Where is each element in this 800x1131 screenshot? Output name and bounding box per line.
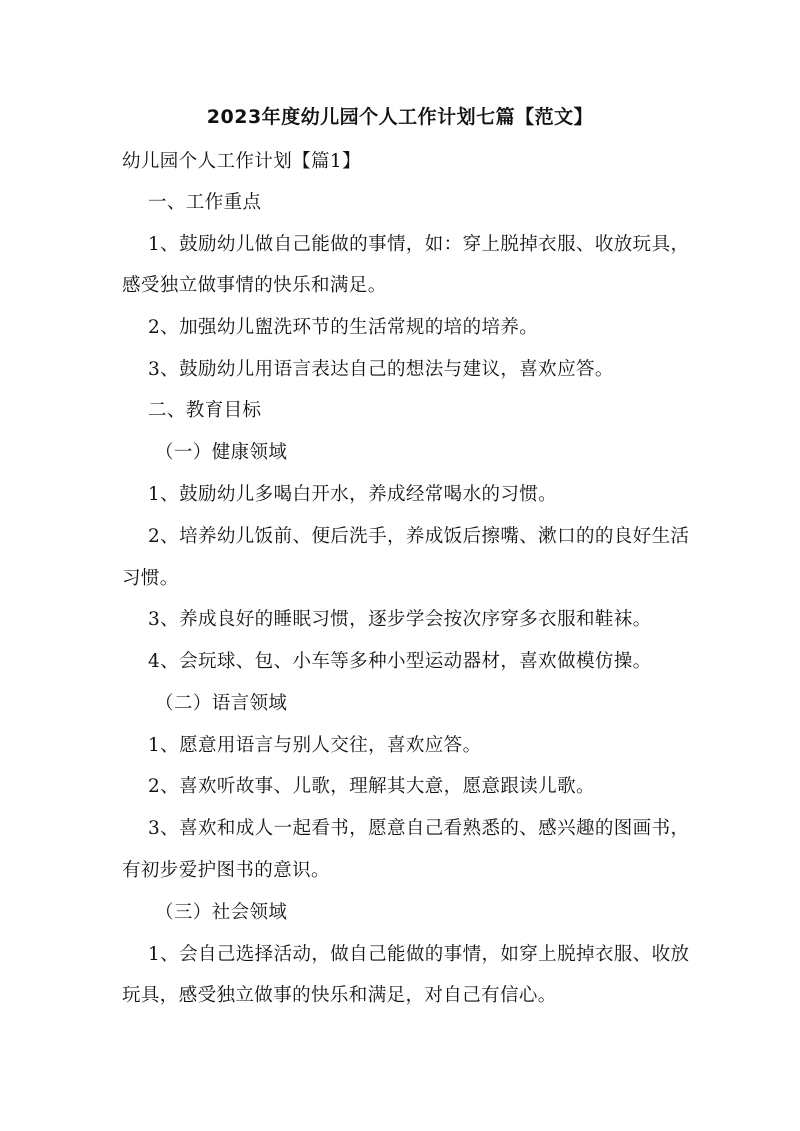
section-heading: 幼儿园个人工作计划【篇1】 [122,151,361,172]
paragraph-line: 4、会玩球、包、小车等多种小型运动器材，喜欢做模仿操。 [148,651,652,672]
paragraph-line: 3、鼓励幼儿用语言表达自己的想法与建议，喜欢应答。 [148,359,614,380]
subsection-heading: 一、工作重点 [148,192,262,213]
paragraph-line: 1、鼓励幼儿做自己能做的事情，如：穿上脱掉衣服、收放玩具， [148,234,690,255]
paragraph-line: 感受独立做事情的快乐和满足。 [122,275,387,296]
domain-heading: （一）健康领域 [155,442,288,463]
paragraph-line: 1、会自己选择活动，做自己能做的事情，如穿上脱掉衣服、收放 [148,944,690,965]
paragraph-line: 3、喜欢和成人一起看书，愿意自己看熟悉的、感兴趣的图画书， [148,818,690,839]
paragraph-line: 有初步爱护图书的意识。 [122,860,330,881]
domain-heading: （三）社会领域 [155,902,288,923]
document-title: 2023年度幼儿园个人工作计划七篇【范文】 [206,106,594,128]
paragraph-line: 2、加强幼儿盥洗环节的生活常规的培的培养。 [148,317,539,338]
paragraph-line: 玩具，感受独立做事的快乐和满足，对自己有信心。 [122,985,557,1006]
paragraph-line: 2、培养幼儿饭前、便后洗手，养成饭后擦嘴、漱口的的良好生活 [148,526,690,547]
paragraph-line: 1、愿意用语言与别人交往，喜欢应答。 [148,735,482,756]
paragraph-line: 3、养成良好的睡眠习惯，逐步学会按次序穿多衣服和鞋袜。 [148,609,652,630]
paragraph-line: 1、鼓励幼儿多喝白开水，养成经常喝水的习惯。 [148,484,558,505]
paragraph-line: 习惯。 [122,568,179,589]
domain-heading: （二）语言领域 [155,693,288,714]
paragraph-line: 2、喜欢听故事、儿歌，理解其大意，愿意跟读儿歌。 [148,776,595,797]
subsection-heading: 二、教育目标 [148,400,262,421]
